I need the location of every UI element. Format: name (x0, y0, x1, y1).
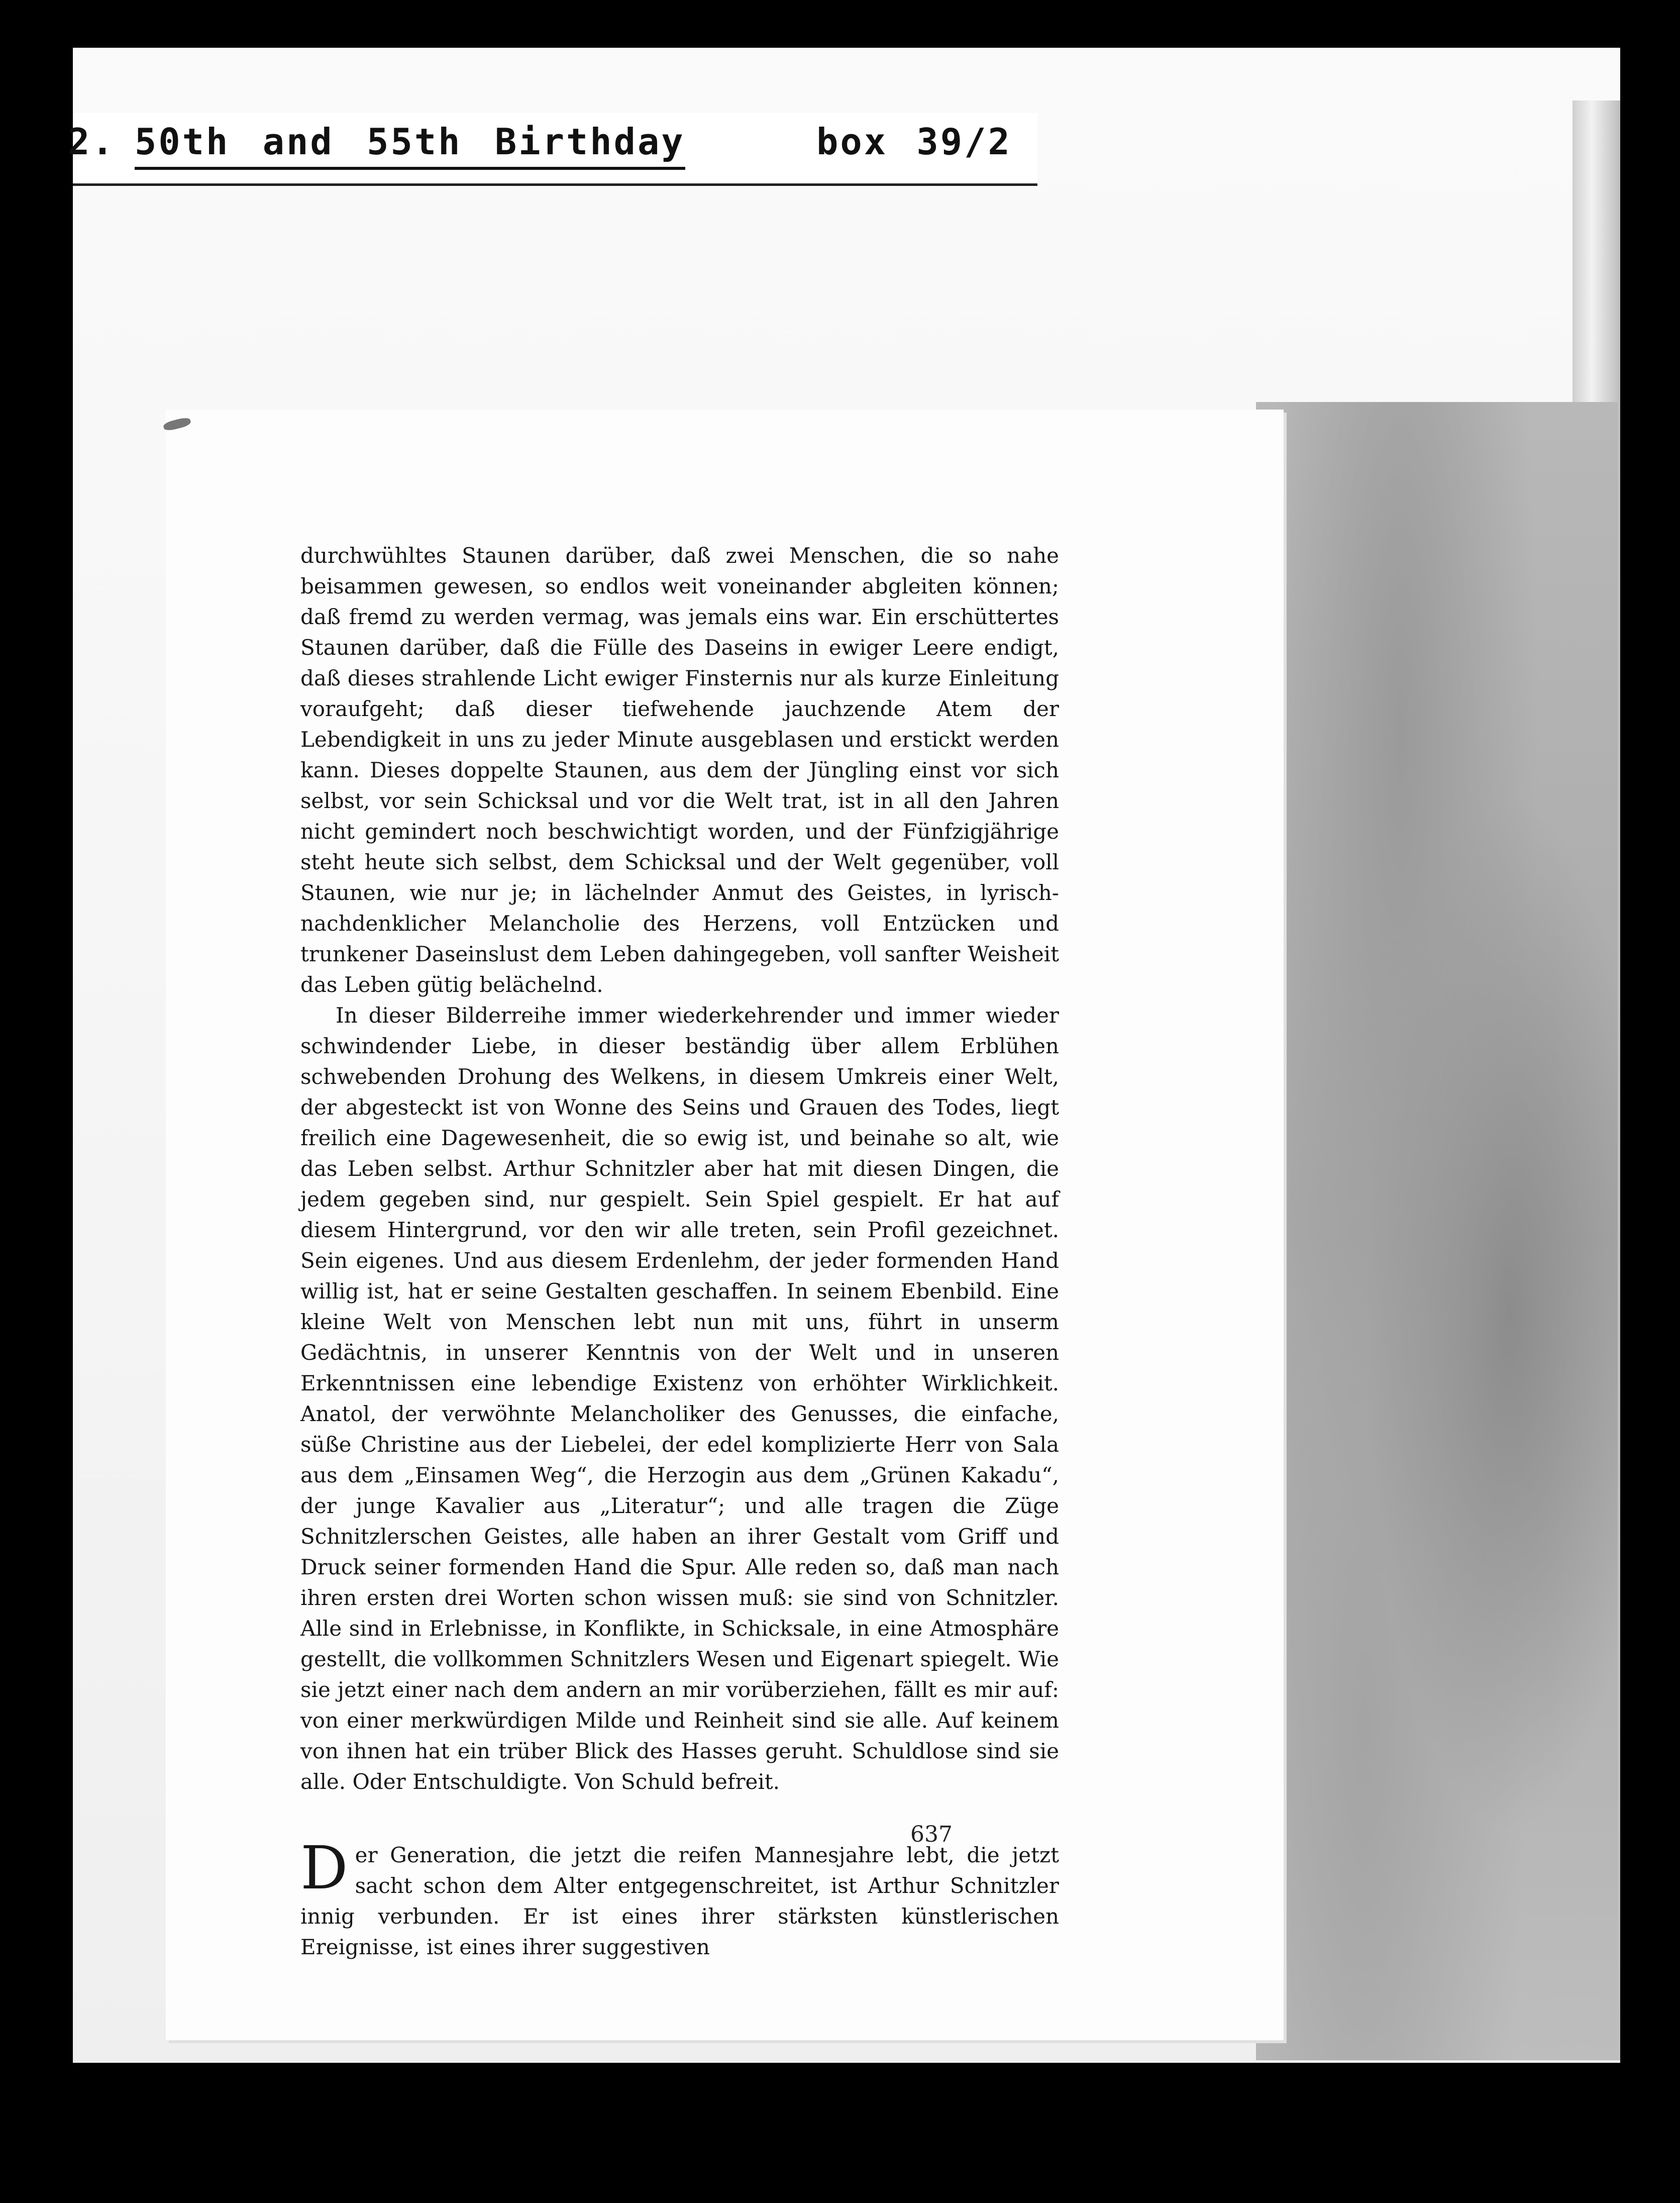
final-paragraph-text: er Generation, die jetzt die reifen Mannesjahre lebt, die jetzt sacht schon dem Alter entgegenschreitet, ist Arthur Schnitzler innig verbunden. Er ist eines ihrer stärksten künstlerischen Ereignisse, ist eines ihrer suggestiven (300, 1843, 1059, 1959)
header-prefix: 2. (68, 121, 116, 163)
drop-cap: D (300, 1833, 348, 1902)
archive-header (0, 116, 1055, 171)
paragraph: durchwühltes Staunen darüber, daß zwei Menschen, die so nahe beisammen gewesen, so endlos weit voneinander abgleiten können; daß fremd zu werden vermag, was jemals eins war. Ein erschüttertes Staunen darüber, daß die Fülle des Daseins in ewiger Leere endigt, daß dieses strahlende Licht ewiger Finsternis nur als kurze Einleitung voraufgeht; daß dieser tiefwehende jauchzende Atem der Lebendigkeit in uns zu jeder Minute ausgeblasen und erstickt werden kann. Dieses doppelte Staunen, aus dem der Jüngling einst vor sich selbst, vor sein Schicksal und vor die Welt trat, ist in all den Jahren nicht gemindert noch beschwichtigt worden, und der Fünfzigjährige steht heute sich selbst, dem Schicksal und der Welt gegenüber, voll Staunen, wie nur je; in lächelnder Anmut des Geistes, in lyrisch-nachdenklicher Melancholie des Herzens, voll Entzücken und trunkener Daseinslust dem Leben dahingegeben, voll sanfter Weisheit das Leben gütig belächelnd. (300, 543, 1059, 997)
header-box-number: box 39/2 (816, 121, 1012, 163)
header-rule (73, 183, 1037, 186)
paragraph: In dieser Bilderreihe immer wiederkehrender und immer wieder schwindender Liebe, in dieser beständig über allem Erblühen schwebenden Drohung des Welkens, in diesem Umkreis einer Welt, der abgesteckt ist von Wonne des Seins und Grauen des Todes, liegt freilich eine Dagewesenheit, die so ewig ist, und beinahe so alt, wie das Leben selbst. Arthur Schnitzler aber hat mit diesen Dingen, die jedem gegeben sind, nur gespielt. Sein Spiel gespielt. Er hat auf diesem Hintergrund, vor den wir alle treten, sein Profil gezeichnet. Sein eigenes. Und aus diesem Erdenlehm, der jeder formenden Hand willig ist, hat er seine Gestalten geschaffen. In seinem Ebenbild. Eine kleine Welt von Menschen lebt nun mit uns, führt in unserm Gedächtnis, in unserer Kenntnis von der Welt und in unseren Erkenntnissen eine lebendige Existenz von erhöhter Wirklichkeit. Anatol, der verwöhnte Melancholiker des Genusses, die einfache, süße Christine aus der Liebelei, der edel komplizierte Herr von Sala aus dem „Einsamen Weg“, die Herzogin aus dem „Grünen Kakadu“, der junge Kavalier aus „Literatur“; und alle tragen die Züge Schnitzlerschen Geistes, alle haben an ihrer Gestalt vom Griff und Druck seiner formenden Hand die Spur. Alle reden so, daß man nach ihren ersten drei Worten schon wissen muß: sie sind von Schnitzler. Alle sind in Erlebnisse, in Konflikte, in Schicksale, in eine Atmosphäre gestellt, die vollkommen Schnitzlers Wesen und Eigenart spiegelt. Wie sie jetzt einer nach dem andern an mir vorüberziehen, fällt es mir auf: von einer merkwürdigen Milde und Reinheit sind sie alle. Auf keinem von ihnen hat ein trüber Blick des Hasses geruht. Schuldlose sind sie alle. Oder Entschuldigte. Von Schuld befreit. (300, 1003, 1059, 1794)
article-text (300, 540, 1059, 1962)
backing-sheet (1256, 402, 1618, 2060)
header-title: 50th and 55th Birthday (135, 121, 685, 170)
page-number: 637 (910, 1822, 953, 1847)
